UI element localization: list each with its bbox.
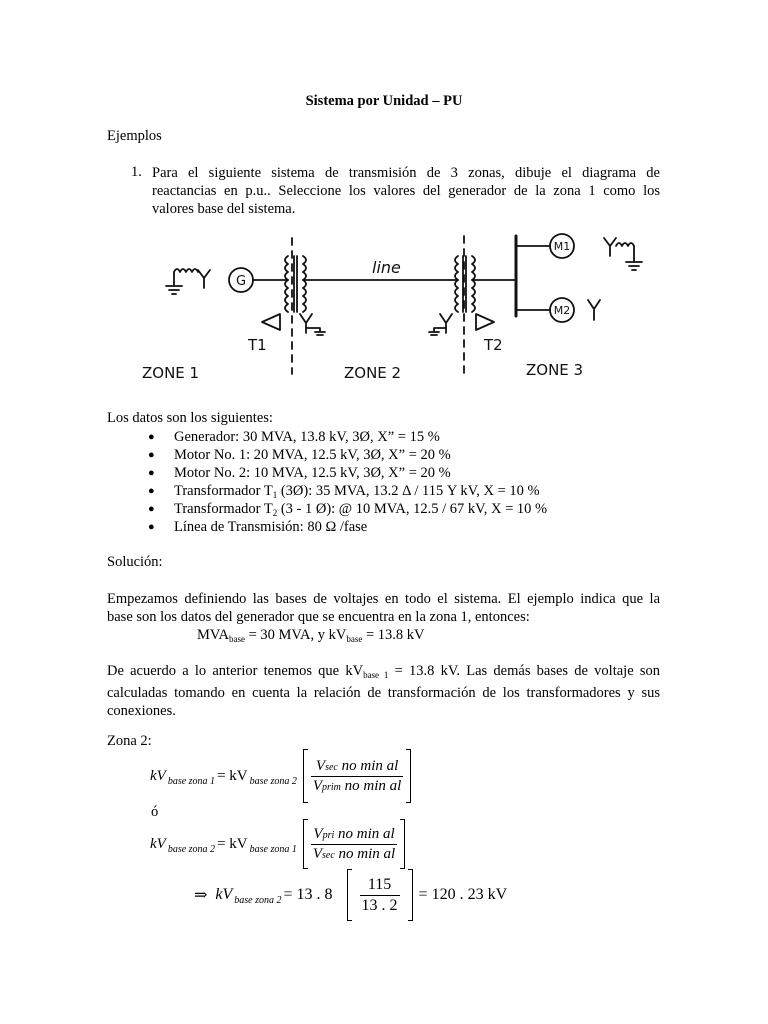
generator-label: G (235, 274, 247, 289)
bullet-icon: ● (148, 503, 155, 515)
line-label: line (372, 258, 401, 277)
problem-number: 1. (131, 164, 142, 180)
motor-1-label: M1 (553, 240, 571, 253)
section-heading-examples: Ejemplos (107, 128, 162, 144)
motor-2-wye (588, 300, 600, 320)
equation-1: kV base zona 1 = kV base zona 2 $\frac{\text{Vsec no min al}}{\text{Vprim no min al}}$ (150, 747, 411, 805)
page-title: Sistema por Unidad – PU (305, 93, 463, 109)
bullet-icon: ● (148, 521, 155, 533)
single-line-diagram (140, 228, 660, 388)
problem-statement (152, 164, 660, 218)
t2-secondary-coil (472, 256, 475, 312)
list-item: ● Motor No. 1: 20 MVA, 12.5 kV, 3Ø, X” = 20 % (148, 447, 451, 463)
equation-2: kV base zona 2 = kV base zona 1 $\frac{\text{Vpri no min al}}{\text{Vsec no min al}}$ (150, 818, 405, 870)
solution-paragraph-1: Empezamos definiendo las bases de voltajes en todo el sistema. El ejemplo indica que la base son los datos del generador que se encuentra en la zona 1, entonces: (107, 591, 660, 625)
t2-label: T2 (484, 336, 503, 354)
list-item: ● Transformador $T_1$ (3Ø): 35 MVA, 13.2 Δ / 115 Y kV, X = 10 % (148, 483, 540, 500)
gen-grounding-reactor (174, 269, 198, 272)
bullet-icon: ● (148, 449, 155, 461)
zone-1-label: ZONE 1 (142, 364, 200, 382)
base-values: $MVA_{base} = 30$ MVA, y $kV_{base} = 13.8$ kV (197, 627, 425, 644)
zona-2-label: Zona 2: (107, 733, 152, 749)
zone-3-label: ZONE 3 (526, 361, 584, 379)
gen-wye (198, 270, 210, 288)
data-intro: Los datos son los siguientes: (107, 410, 273, 426)
motor-1-wye (604, 238, 616, 256)
problem-line-3: valores base del sistema. (152, 201, 296, 217)
t2-primary-coil (455, 256, 458, 312)
t1-primary-coil (285, 256, 288, 312)
list-item: ● Línea de Transmisión: 80 Ω /fase (148, 519, 368, 535)
motor-1-grounding-reactor (616, 243, 634, 246)
problem-line-1: Para el siguiente sistema de transmisión de 3 zonas, dibuje el diagrama de (152, 165, 660, 181)
bullet-icon: ● (148, 467, 155, 479)
list-item: ● Generador: 30 MVA, 13.8 kV, 3Ø, X” = 15 % (148, 429, 440, 445)
t1-label: T1 (248, 336, 267, 354)
solution-label: Solución: (107, 554, 163, 570)
t1-delta (262, 314, 280, 330)
motor-2-label: M2 (553, 304, 571, 317)
t2-wye-grounded (429, 314, 452, 335)
list-item: ● Transformador $T_2$ (3 - 1 Ø): @ 10 MVA, 12.5 / 67 kV, X = 10 % (148, 501, 548, 518)
t2-delta (476, 314, 494, 330)
data-list (148, 428, 548, 536)
t1-secondary-coil (303, 256, 306, 312)
or-word: ó (151, 804, 159, 820)
bullet-icon: ● (148, 431, 155, 443)
list-item: ● Motor No. 2: 10 MVA, 12.5 kV, 3Ø, X” = 20 % (148, 465, 451, 481)
t1-wye-grounded (300, 314, 325, 335)
solution-paragraph-2: De acuerdo a lo anterior tenemos que $kV_{base 1} = 13.8$ kV. Las demás bases de voltaje son calculadas tomando en cuenta la relación de transformación de los transformadores y sus conexiones. (107, 663, 660, 719)
equation-3: ⇒ kV base zona 2 = 13 . 8 $\frac{115}{13 . 2}$ = 120 . 23 kV (194, 868, 507, 922)
problem-line-2: reactancias en p.u.. Seleccione los valores del generador de la zona 1 como los (152, 183, 660, 199)
zone-2-label: ZONE 2 (344, 364, 402, 382)
bullet-icon: ● (148, 485, 155, 497)
